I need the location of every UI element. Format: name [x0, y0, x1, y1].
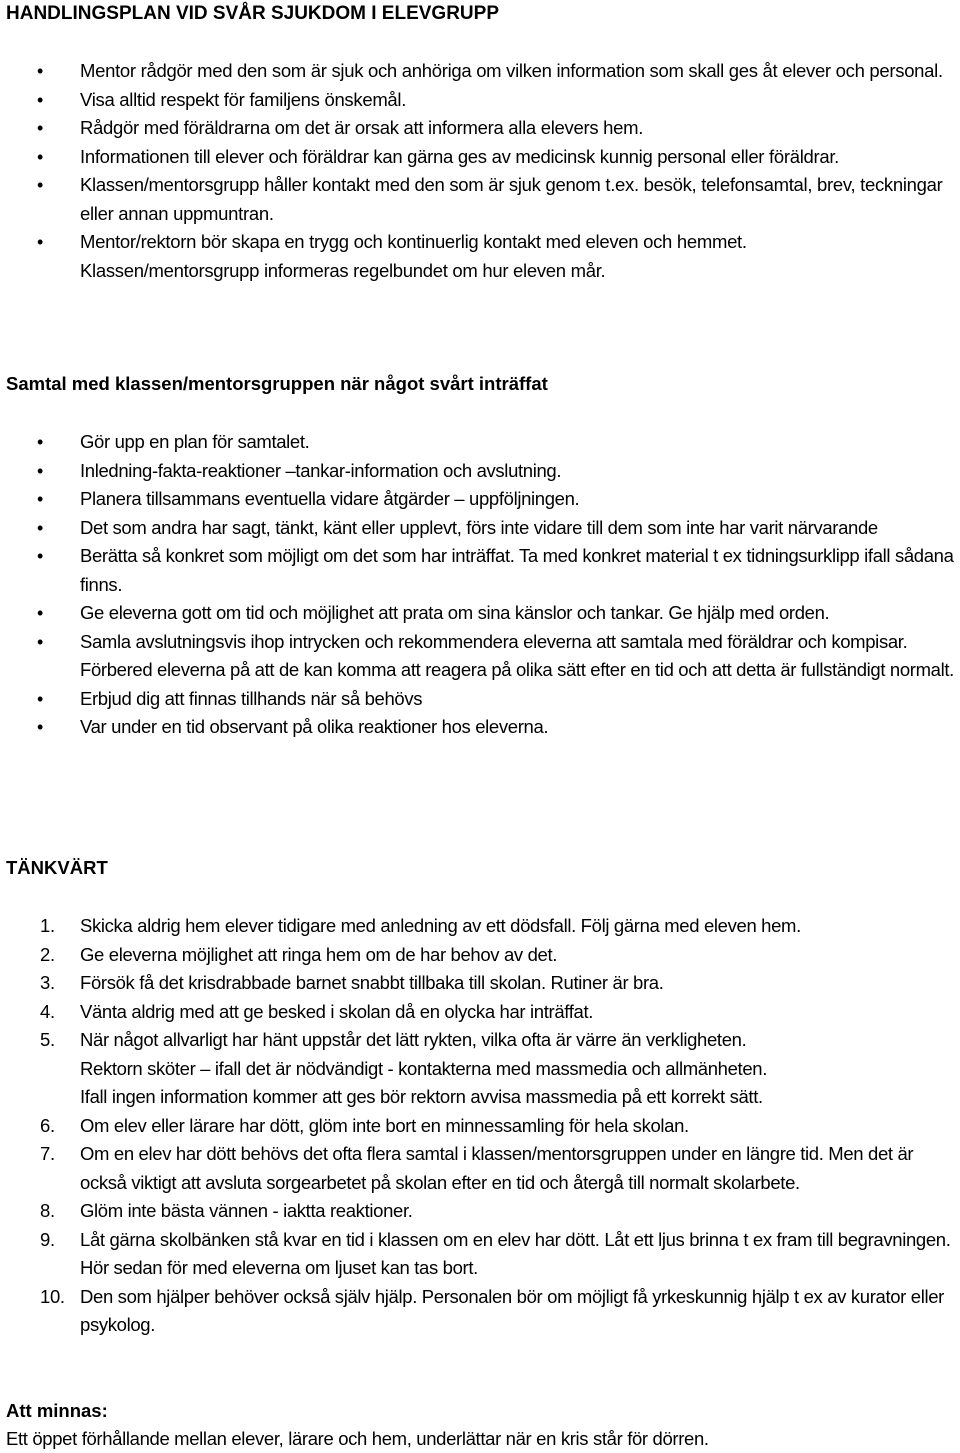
bullet-icon: • — [37, 717, 43, 737]
list-item: 7. Om en elev har dött behövs det ofta flera samtal i klassen/mentorsgruppen under en längre tid. Men det är också viktigt att avsluta sorgearbetet på skolan efter en tid och återgå till normalt skolarbete. — [40, 1143, 914, 1193]
list-item: 3. Försök få det krisdrabbade barnet snabbt tillbaka till skolan. Rutiner är bra. — [40, 972, 664, 993]
list-item: • Mentor rådgör med den som är sjuk och anhöriga om vilken information som skall ges åt elever och personal. — [0, 57, 960, 86]
list-item: • Gör upp en plan för samtalet. — [0, 428, 960, 457]
list-item: 5. När något allvarligt har hänt uppstår det lätt rykten, vilka ofta är värre än verkligheten. — [40, 1029, 747, 1050]
bullet-icon: • — [37, 432, 43, 452]
bullet-icon: • — [37, 688, 43, 709]
list-item: • Var under en tid observant på olika reaktioner hos eleverna. — [0, 713, 960, 742]
list-item: • Informationen till elever och föräldrar kan gärna ges av medicinsk kunnig personal eller föräldrar. — [0, 143, 960, 172]
bullet-icon: • — [37, 546, 43, 566]
section-heading-tankvart: TÄNKVÄRT — [6, 857, 108, 878]
list-item: • Rådgör med föräldrarna om det är orsak att informera alla elevers hem. — [0, 114, 960, 143]
bullet-icon: • — [37, 489, 43, 509]
remember-label: Att minnas: — [6, 1400, 108, 1421]
bullet-icon: • — [37, 603, 43, 623]
list-item: • Berätta så konkret som möjligt om det som har inträffat. Ta med konkret material t ex tidningsurklipp ifall sådana finns. — [0, 542, 960, 599]
bullet-icon: • — [37, 146, 44, 167]
bullet-icon: • — [37, 118, 44, 138]
list-item: • Det som andra har sagt, tänkt, känt eller upplevt, förs inte vidare till dem som inte har varit närvarande — [0, 514, 960, 543]
considerations-list — [0, 912, 960, 1340]
bullet-icon: • — [37, 61, 44, 81]
bullet-icon: • — [37, 517, 43, 538]
list-item-continuation: Ifall ingen information kommer att ges bör rektorn avvisa massmedia på ett korrekt sätt. — [80, 1086, 763, 1107]
list-item: • Erbjud dig att finnas tillhands när så behövs — [0, 685, 960, 714]
list-item: • Visa alltid respekt för familjens önskemål. — [0, 86, 960, 115]
bullet-icon: • — [37, 232, 44, 252]
action-plan-list — [0, 57, 960, 285]
bullet-icon: • — [37, 460, 43, 481]
list-item: 2. Ge eleverna möjlighet att ringa hem om de har behov av det. — [40, 943, 558, 965]
list-item: • Ge eleverna gott om tid och möjlighet att prata om sina känslor och tankar. Ge hjälp med orden. — [0, 599, 960, 628]
list-item: 6. Om elev eller lärare har dött, glöm inte bort en minnessamling för hela skolan. — [40, 1114, 689, 1136]
remember-text: Ett öppet förhållande mellan elever, lärare och hem, underlättar när en kris står för dörren. — [6, 1428, 709, 1449]
bullet-icon: • — [37, 631, 43, 652]
list-item-continuation: Rektorn sköter – ifall det är nödvändigt - kontakterna med massmedia och allmänheten. — [80, 1057, 767, 1079]
list-item-continuation: Klassen/mentorsgrupp informeras regelbundet om hur eleven mår. — [80, 259, 606, 281]
list-item: • Mentor/rektorn bör skapa en trygg och kontinuerlig kontakt med eleven och hemmet. — [0, 228, 960, 257]
bullet-icon: • — [37, 89, 44, 110]
conversation-list — [0, 428, 960, 742]
section-heading-samtal: Samtal med klassen/mentorsgruppen när något svårt inträffat — [6, 373, 548, 394]
list-item: • Inledning-fakta-reaktioner –tankar-information och avslutning. — [0, 457, 960, 486]
list-item: 9. Låt gärna skolbänken stå kvar en tid i klassen om en elev har dött. Låt ett ljus brinna t ex fram till begravningen. Hör sedan för med eleverna om ljuset kan tas bort. — [40, 1228, 951, 1278]
list-item: • Planera tillsammans eventuella vidare åtgärder – uppföljningen. — [0, 485, 960, 514]
list-item: • Samla avslutningsvis ihop intrycken och rekommendera eleverna att samtala med föräldrar och kompisar. Förbered eleverna på att de kan komma att reagera på olika sätt efter en tid och att detta är fullständigt normalt. — [0, 628, 960, 685]
list-item: 10. Den som hjälper behöver också själv hjälp. Personalen bör om möjligt få yrkeskunnig hjälp t ex av kurator eller psykolog. — [40, 1285, 944, 1335]
list-item: 4. Vänta aldrig med att ge besked i skolan då en olycka har inträffat. — [40, 1000, 594, 1022]
list-item: • Klassen/mentorsgrupp håller kontakt med den som är sjuk genom t.ex. besök, telefonsamtal, brev, teckningar eller annan uppmuntran. — [0, 171, 960, 228]
list-item: 1. Skicka aldrig hem elever tidigare med anledning av ett dödsfall. Följ gärna med eleven hem. — [40, 915, 801, 936]
bullet-icon: • — [37, 175, 44, 195]
list-item: 8. Glöm inte bästa vännen - iaktta reaktioner. — [40, 1200, 413, 1221]
document-title: HANDLINGSPLAN VID SVÅR SJUKDOM I ELEVGRUPP — [6, 3, 499, 24]
